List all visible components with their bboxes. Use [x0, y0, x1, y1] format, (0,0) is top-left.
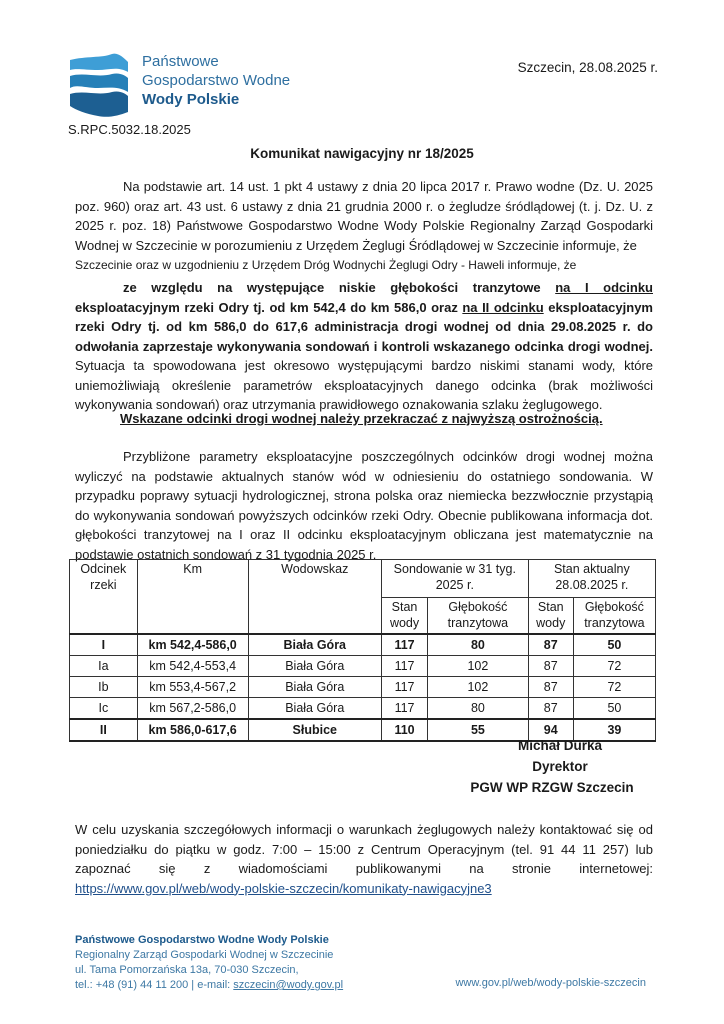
document-reference: S.RPC.5032.18.2025 — [68, 122, 191, 137]
notice-reason: Sytuacja ta spowodowana jest okresowo występującymi bardzo niskimi stanami wody, które uniemożliwiają określenie parametrów eksploatacyjnych danego odcinka (brak możliwości wykonywania sondowań) oraz utrzymania prawidłowego oznakowania szlaku żeglugowego. — [75, 358, 653, 412]
logo-line-3: Wody Polskie — [142, 91, 240, 108]
navigation-parameters-table — [69, 559, 656, 742]
cell-section: Ib — [70, 676, 138, 697]
header-current-water-level: Stan wody — [528, 598, 573, 634]
cell-gauge: Słubice — [248, 719, 381, 741]
table-row — [70, 676, 656, 697]
wody-polskie-logo-icon — [68, 52, 130, 118]
organization-logo-text — [142, 52, 290, 109]
cell-gauge: Biała Góra — [248, 676, 381, 697]
cell-gauge: Biała Góra — [248, 655, 381, 676]
cell-survey-depth: 55 — [428, 719, 529, 741]
notice-bold-b: eksploatacyjnym rzeki Odry tj. od km 542,4 do km 586,0 oraz — [75, 299, 463, 315]
contact-text: W celu uzyskania szczegółowych informacji o warunkach żeglugowych należy kontaktować się od poniedziałku do piątku w godz. 7:00 – 15:00 z Centrum Operacyjnym (tel. 91 44 11 257) lub zapoznać się z wiadomościami publikowanymi na stronie internetowej: — [75, 822, 653, 876]
notice-section-ii: na II odcinku — [462, 299, 544, 315]
footer-website[interactable]: www.gov.pl/web/wody-polskie-szczecin — [455, 977, 646, 989]
cell-current-level: 87 — [528, 676, 573, 697]
cell-section: II — [70, 719, 138, 741]
suspension-notice-paragraph — [75, 278, 653, 415]
cell-gauge: Biała Góra — [248, 697, 381, 719]
cell-survey-depth: 102 — [428, 676, 529, 697]
cell-survey-depth: 102 — [428, 655, 529, 676]
cell-section: I — [70, 634, 138, 656]
cell-current-level: 87 — [528, 634, 573, 656]
legal-basis-text: Na podstawie art. 14 ust. 1 pkt 4 ustawy z dnia 20 lipca 2017 r. Prawo wodne (Dz. U. 2025 poz. 960) oraz art. 43 ust. 6 ustawy z dnia 21 grudnia 2000 r. o żegludze śródlądowej (t. j. Dz. U. z 2025 r. poz. 18) Państwowe Gospodarstwo Wodne Wody Polskie Regionalny Zarząd Gospodarki Wodnej w Szczecinie w porozumieniu z Urzędem Żeglugi Śródlądowej w Szczecinie informuje, że — [75, 179, 653, 253]
cell-current-depth: 39 — [573, 719, 655, 741]
cell-current-depth: 50 — [573, 634, 655, 656]
cell-km: km 542,4-586,0 — [137, 634, 248, 656]
cell-current-depth: 72 — [573, 676, 655, 697]
cell-survey-depth: 80 — [428, 697, 529, 719]
legal-basis-last-line: Szczecinie oraz w uzgodnieniu z Urzędem Dróg Wodnychi Żeglugi Odry - Haweli informuje, że — [75, 258, 577, 272]
footer-address — [75, 933, 343, 993]
parameters-text: Przybliżone parametry eksploatacyjne poszczególnych odcinków drogi wodnej można wyliczyć na podstawie aktualnych stanów wód w odniesieniu do ostatniego sondowania. W przypadku poprawy sytuacji hydrologicznej, strona polska oraz niemiecka bezzwłocznie przystąpią do wykonywania sondowań powyższych odcinków rzeki Odry. Obecnie publikowana informacja dot. głębokości tranzytowej na I oraz II odcinku eksploatacyjnym obliczana jest matematycznie na podstawie ostatnich sondowań z 31 tygodnia 2025 r. — [75, 449, 653, 562]
caution-warning: Wskazane odcinki drogi wodnej należy przekraczać z najwyższą ostrożnością. — [120, 411, 603, 426]
cell-current-level: 87 — [528, 655, 573, 676]
cell-current-level: 94 — [528, 719, 573, 741]
cell-km: km 586,0-617,6 — [137, 719, 248, 741]
logo-line-2: Gospodarstwo Wodne — [142, 72, 291, 89]
footer-regional-office: Regionalny Zarząd Gospodarki Wodnej w Szczecinie — [75, 949, 334, 961]
cell-current-level: 87 — [528, 697, 573, 719]
cell-km: km 542,4-553,4 — [137, 655, 248, 676]
notice-section-i: na I odcinku — [555, 280, 653, 295]
parameters-paragraph — [75, 447, 653, 564]
logo-line-1: Państwowe — [142, 53, 219, 70]
cell-section: Ic — [70, 697, 138, 719]
contact-paragraph — [75, 820, 653, 898]
notice-bold-c: eksploatacyjnym rzeki Odry tj. od km 586,0 do 617,6 administracja drogi wodnej od dnia 29.08.2025 r. do odwołania zaprzestaje wykonywania sondowań i kontroli wskazanego odcinka drogi wodnej. — [75, 299, 653, 354]
header-section: Odcinek rzeki — [70, 560, 138, 634]
cell-survey-level: 117 — [381, 655, 427, 676]
footer-phone: tel.: +48 (91) 44 11 200 | e-mail: — [75, 979, 234, 991]
navigation-notices-link[interactable]: https://www.gov.pl/web/wody-polskie-szczecin/komunikaty-nawigacyjne3 — [75, 880, 492, 896]
signatory-position: Dyrektor — [532, 759, 588, 774]
footer-organization: Państwowe Gospodarstwo Wodne Wody Polskie — [75, 934, 329, 946]
cell-km: km 567,2-586,0 — [137, 697, 248, 719]
header-survey-water-level: Stan wody — [381, 598, 427, 634]
signatory-name: Michał Durka — [517, 738, 603, 753]
cell-current-depth: 50 — [573, 697, 655, 719]
header-survey-transit-depth: Głębokość tranzytowa — [428, 598, 529, 634]
cell-survey-level: 117 — [381, 697, 427, 719]
footer-contact — [75, 978, 343, 993]
document-title: Komunikat nawigacyjny nr 18/2025 — [250, 146, 474, 161]
header-survey-group: Sondowanie w 31 tyg. 2025 r. — [381, 560, 528, 598]
header-gauge: Wodowskaz — [248, 560, 381, 634]
cell-survey-level: 110 — [381, 719, 427, 741]
footer-email-link[interactable]: szczecin@wody.gov.pl — [233, 979, 344, 991]
cell-current-depth: 72 — [573, 655, 655, 676]
cell-km: km 553,4-567,2 — [137, 676, 248, 697]
header-current-transit-depth: Głębokość tranzytowa — [573, 598, 655, 634]
cell-survey-level: 117 — [381, 676, 427, 697]
signature-block — [440, 735, 680, 798]
footer-street-address: ul. Tama Pomorzańska 13a, 70-030 Szczecin, — [75, 964, 299, 976]
cell-section: Ia — [70, 655, 138, 676]
header-km: Km — [137, 560, 248, 634]
header-current-group: Stan aktualny 28.08.2025 r. — [528, 560, 655, 598]
signatory-organization: PGW WP RZGW Szczecin — [470, 780, 634, 795]
table-row — [70, 697, 656, 719]
cell-survey-level: 117 — [381, 634, 427, 656]
table-row — [70, 634, 656, 656]
cell-gauge: Biała Góra — [248, 634, 381, 656]
place-date: Szczecin, 28.08.2025 r. — [517, 60, 658, 75]
table-row — [70, 655, 656, 676]
notice-bold-a: ze względu na występujące niskie głębokości tranzytowe — [123, 280, 556, 295]
cell-survey-depth: 80 — [428, 634, 529, 656]
legal-basis-paragraph — [75, 177, 653, 276]
